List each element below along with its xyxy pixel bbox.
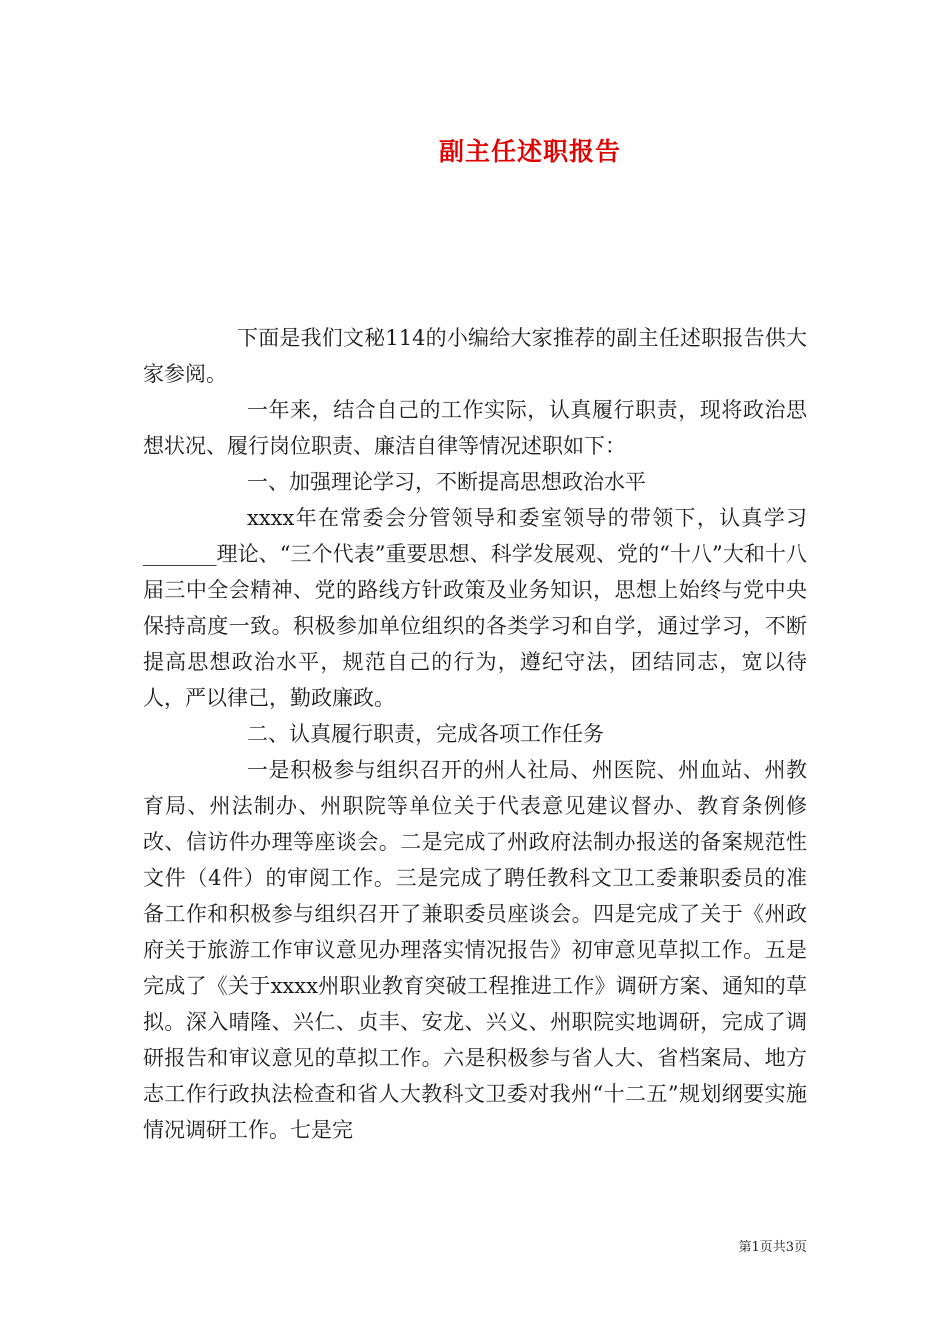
document-title: 副主任述职报告 — [438, 137, 621, 166]
document-body — [143, 320, 807, 1148]
section-heading-1: 一、加强理论学习，不断提高思想政治水平 — [247, 470, 646, 494]
paragraph-intro: 下面是我们文秘114的小编给大家推荐的副主任述职报告供大家参阅。 — [143, 326, 807, 386]
paragraph-summary: 一年来，结合自己的工作实际，认真履行职责，现将政治思想状况、履行岗位职责、廉洁自律等情况述职如下： — [143, 398, 807, 458]
paragraph-theory-study: xxxx年在常委会分管领导和委室领导的带领下，认真学习_______理论、“三个代表”重要思想、科学发展观、党的“十八”大和十八届三中全会精神、党的路线方针政策及业务知识，思想上始终与党中央保持高度一致。积极参加单位组织的各类学习和自学，通过学习，不断提高思想政治水平，规范自己的行为，遵纪守法，团结同志，宽以待人，严以律己，勤政廉政。 — [143, 506, 807, 710]
section-heading-2: 二、认真履行职责，完成各项工作任务 — [247, 722, 604, 746]
page-number-footer: 第1页共3页 — [738, 1240, 807, 1255]
paragraph-work-tasks: 一是积极参与组织召开的州人社局、州医院、州血站、州教育局、州法制办、州职院等单位关于代表意见建议督办、教育条例修改、信访件办理等座谈会。二是完成了州政府法制办报送的备案规范性文件（4件）的审阅工作。三是完成了聘任教科文卫工委兼职委员的准备工作和积极参与组织召开了兼职委员座谈会。四是完成了关于《州政府关于旅游工作审议意见办理落实情况报告》初审意见草拟工作。五是完成了《关于xxxx州职业教育突破工程推进工作》调研方案、通知的草拟。深入晴隆、兴仁、贞丰、安龙、兴义、州职院实地调研，完成了调研报告和审议意见的草拟工作。六是积极参与省人大、省档案局、地方志工作行政执法检查和省人大教科文卫委对我州“十二五”规划纲要实施情况调研工作。七是完 — [143, 758, 807, 1142]
